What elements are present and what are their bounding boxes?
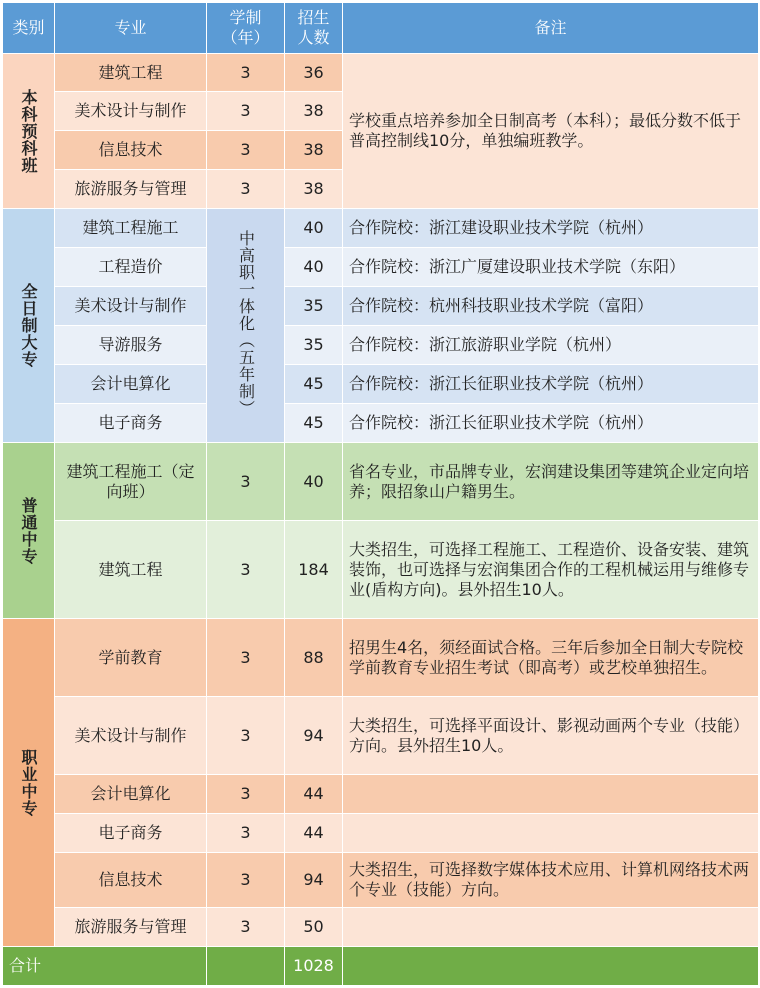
table-row xyxy=(3,908,759,947)
note-cell: 学校重点培养参加全日制高考（本科）；最低分数不低于普高控制线10分，单独编班教学。 xyxy=(343,54,759,209)
major-cell: 信息技术 xyxy=(55,131,207,170)
category-cell: 全日制大专 xyxy=(3,209,55,443)
years-cell: 3 xyxy=(207,619,285,697)
count-cell: 45 xyxy=(285,365,343,404)
header-years: 学制（年） xyxy=(207,3,285,54)
years-cell: 3 xyxy=(207,908,285,947)
count-cell: 184 xyxy=(285,521,343,619)
category-cell: 普通中专 xyxy=(3,443,55,619)
note-cell: 省名专业，市品牌专业，宏润建设集团等建筑企业定向培养；限招象山户籍男生。 xyxy=(343,443,759,521)
note-cell: 大类招生，可选择工程施工、工程造价、设备安装、建筑装饰，也可选择与宏润集团合作的工程机械运用与维修专业(盾构方向)。县外招生10人。 xyxy=(343,521,759,619)
note-cell: 合作院校：杭州科技职业技术学院（富阳） xyxy=(343,287,759,326)
count-cell: 35 xyxy=(285,326,343,365)
note-cell xyxy=(343,908,759,947)
count-cell: 36 xyxy=(285,54,343,92)
count-cell: 44 xyxy=(285,775,343,814)
years-cell: 3 xyxy=(207,775,285,814)
note-cell: 大类招生，可选择平面设计、影视动画两个专业（技能）方向。县外招生10人。 xyxy=(343,697,759,775)
major-cell: 工程造价 xyxy=(55,248,207,287)
note-cell: 合作院校：浙江长征职业技术学院（杭州） xyxy=(343,365,759,404)
years-cell: 3 xyxy=(207,54,285,92)
table-row xyxy=(3,54,759,92)
table-row xyxy=(3,209,759,248)
header-note: 备注 xyxy=(343,3,759,54)
count-cell: 38 xyxy=(285,131,343,170)
note-cell: 合作院校：浙江建设职业技术学院（杭州） xyxy=(343,209,759,248)
table-row xyxy=(3,619,759,697)
years-cell: 3 xyxy=(207,131,285,170)
major-cell: 旅游服务与管理 xyxy=(55,908,207,947)
count-cell: 35 xyxy=(285,287,343,326)
years-cell: 3 xyxy=(207,443,285,521)
table-row xyxy=(3,814,759,853)
total-note-cell xyxy=(343,947,759,986)
table-row xyxy=(3,443,759,521)
count-cell: 40 xyxy=(285,248,343,287)
major-cell: 会计电算化 xyxy=(55,365,207,404)
header-row xyxy=(3,3,759,54)
note-cell xyxy=(343,775,759,814)
count-cell: 88 xyxy=(285,619,343,697)
header-count: 招生人数 xyxy=(285,3,343,54)
category-cell: 职业中专 xyxy=(3,619,55,947)
count-cell: 45 xyxy=(285,404,343,443)
years-cell: 3 xyxy=(207,92,285,131)
major-cell: 学前教育 xyxy=(55,619,207,697)
major-cell: 电子商务 xyxy=(55,814,207,853)
years-cell: 3 xyxy=(207,697,285,775)
table-row xyxy=(3,853,759,908)
count-cell: 50 xyxy=(285,908,343,947)
major-cell: 建筑工程 xyxy=(55,521,207,619)
major-cell: 建筑工程 xyxy=(55,54,207,92)
table-row xyxy=(3,287,759,326)
major-cell: 会计电算化 xyxy=(55,775,207,814)
count-cell: 94 xyxy=(285,853,343,908)
total-label: 合计 xyxy=(3,947,207,986)
total-count: 1028 xyxy=(285,947,343,986)
years-merged-cell: 中高职一体化（五年制） xyxy=(207,209,285,443)
table-row xyxy=(3,365,759,404)
count-cell: 40 xyxy=(285,443,343,521)
years-cell: 3 xyxy=(207,853,285,908)
enrollment-table xyxy=(2,2,759,986)
count-cell: 40 xyxy=(285,209,343,248)
table-row xyxy=(3,404,759,443)
count-cell: 94 xyxy=(285,697,343,775)
note-cell: 招男生4名，须经面试合格。三年后参加全日制大专院校学前教育专业招生考试（即高考）或艺校单独招生。 xyxy=(343,619,759,697)
major-cell: 美术设计与制作 xyxy=(55,697,207,775)
note-cell: 大类招生，可选择数字媒体技术应用、计算机网络技术两个专业（技能）方向。 xyxy=(343,853,759,908)
count-cell: 38 xyxy=(285,92,343,131)
header-major: 专业 xyxy=(55,3,207,54)
note-cell xyxy=(343,814,759,853)
count-cell: 38 xyxy=(285,170,343,209)
category-cell: 本科预科班 xyxy=(3,54,55,209)
count-cell: 44 xyxy=(285,814,343,853)
table-row xyxy=(3,697,759,775)
total-years-cell xyxy=(207,947,285,986)
header-category: 类别 xyxy=(3,3,55,54)
major-cell: 美术设计与制作 xyxy=(55,287,207,326)
years-cell: 3 xyxy=(207,521,285,619)
major-cell: 信息技术 xyxy=(55,853,207,908)
table-row xyxy=(3,248,759,287)
major-cell: 导游服务 xyxy=(55,326,207,365)
major-cell: 美术设计与制作 xyxy=(55,92,207,131)
note-cell: 合作院校：浙江旅游职业学院（杭州） xyxy=(343,326,759,365)
total-row xyxy=(3,947,759,986)
major-cell: 旅游服务与管理 xyxy=(55,170,207,209)
major-cell: 建筑工程施工 xyxy=(55,209,207,248)
note-cell: 合作院校：浙江长征职业技术学院（杭州） xyxy=(343,404,759,443)
table-row xyxy=(3,521,759,619)
major-cell: 建筑工程施工（定向班） xyxy=(55,443,207,521)
table-row xyxy=(3,326,759,365)
years-cell: 3 xyxy=(207,814,285,853)
table-row xyxy=(3,775,759,814)
note-cell: 合作院校：浙江广厦建设职业技术学院（东阳） xyxy=(343,248,759,287)
years-cell: 3 xyxy=(207,170,285,209)
major-cell: 电子商务 xyxy=(55,404,207,443)
